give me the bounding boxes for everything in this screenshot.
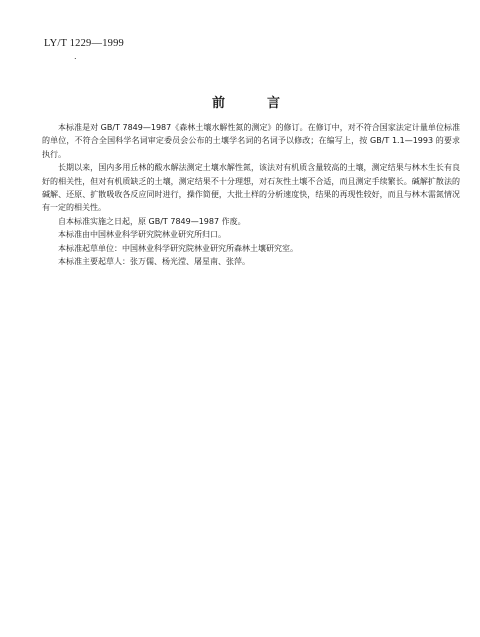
paragraph-method-background: 长期以来，国内多用丘林的酸水解法测定土壤水解性氮，该法对有机质含量较高的土壤，测定结果与林木生长有良好的相关性，但对有机质缺乏的土壤，测定结果不十分理想，对石灰性土壤不合适，而且测定手续繁长。碱解扩散法的碱解、还原、扩散吸收各反应同时进行，操作简便，大批土样的分析速度快，结果的再现性较好，而且与林木需氮情况有一定的相关性。 [42,163,460,213]
page-title: 前言 [212,96,323,111]
paragraph-revision: 本标准是对 GB/T 7849—1987《森林土壤水解性氮的测定》的修订。在修订中，对不符合国家法定计量单位标准的单位，不符合全国科学名词审定委员会公布的土壤学名词的名词予以修改；在编写上，按 GB/T 1.1—1993 的要求执行。 [42,123,460,159]
paragraph-supersedes: 自本标准实施之日起，原 GB/T 7849—1987 作废。 [58,216,246,226]
header-dot: . [74,52,77,61]
foreword-body [42,121,460,268]
paragraph-drafters: 本标准主要起草人：张万儒、杨光滢、屠星南、张萍。 [58,257,250,267]
paragraph-administered-by: 本标准由中国林业科学研究院林业研究所归口。 [58,230,226,240]
standard-code: LY/T 1229—1999 [44,38,125,49]
paragraph-drafting-unit: 本标准起草单位：中国林业科学研究院林业研究所森林土壤研究室。 [58,243,298,253]
